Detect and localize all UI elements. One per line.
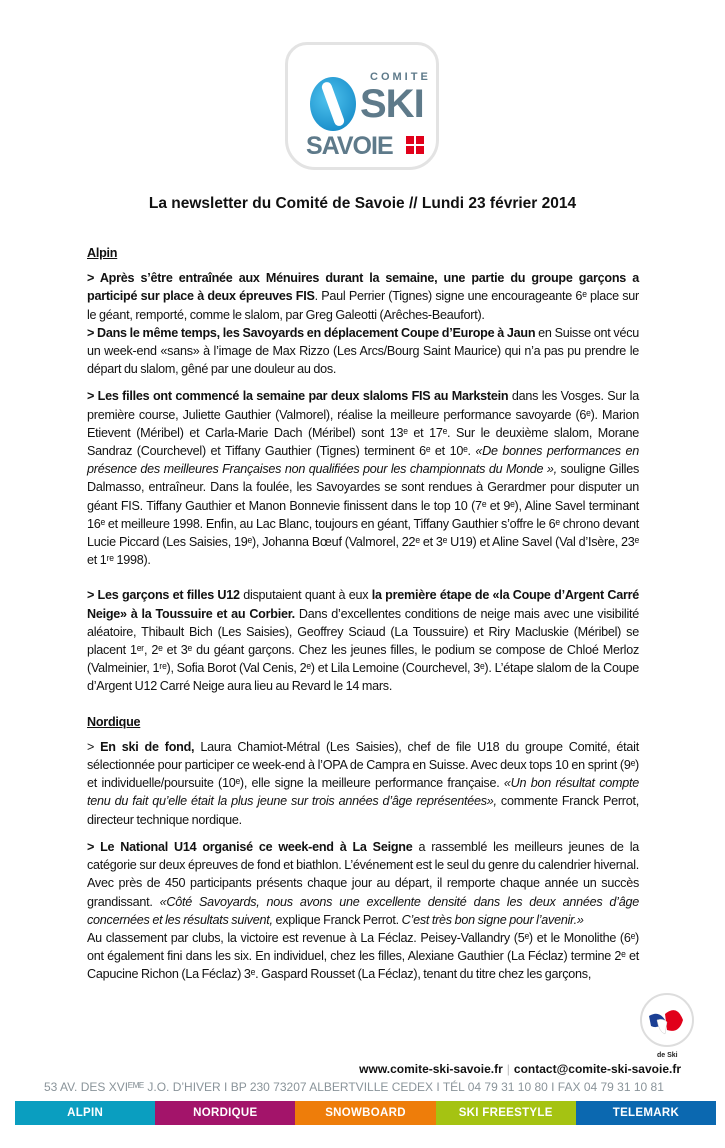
text-segment: souligne Gilles Dalmasso, entraîneur. Dans la foulée, les Savoyardes se sont rendues à Gerardmer pour disputer un géant FIS. Tiffany Gauthier et Manon Bonnevie finissent dans le top 10 (7ᵉ et 9ᵉ), Aline Savel terminant 16ᵉ et meilleure 1998. Enfin, au Lac Blanc, toujours en géant, Tiffany Gauthier s’offre le 6ᵉ chrono devant Lucie Piccard (Les Saisies, 19ᵉ), Johanna Bœuf (Valmorel, 22ᵉ et 3ᵉ U19) et Aline Savel (Val d’Isère, 23ᵉ et 1ʳᵉ 1998). [87, 462, 639, 568]
paragraph [87, 738, 639, 829]
newsletter-body [87, 244, 639, 984]
discipline-ski-freestyle[interactable]: SKI FREESTYLE [436, 1101, 576, 1125]
discipline-telemark[interactable]: TELEMARK [576, 1101, 716, 1125]
svg-text:de Ski: de Ski [657, 1051, 678, 1059]
discipline-alpin[interactable]: ALPIN [15, 1101, 155, 1125]
paragraph [87, 269, 639, 324]
text-segment: . Paul Perrier (Tignes) signe une encourageante 6ᵉ place sur le géant, remporté, comme le slalom, par Greg Galeotti (Arêches-Beaufort). [87, 289, 639, 322]
discipline-nordique[interactable]: NORDIQUE [155, 1101, 295, 1125]
comite-ski-savoie-logo [285, 42, 439, 170]
text-segment: Alpin [87, 246, 118, 260]
footer-contact [0, 1062, 681, 1077]
text-segment: > Les garçons et filles U12 [87, 588, 240, 603]
text-segment: > Les filles ont commencé la semaine par deux slaloms FIS au Markstein [87, 389, 509, 404]
ffs-logo-row [15, 990, 716, 1060]
text-segment: disputaient quant à eux [239, 588, 372, 603]
paragraph [87, 324, 639, 379]
text-segment: > Après s’être entraînée aux Ménuires durant la semaine, une partie du groupe garçons a participé sur place à deux épreuves FIS [87, 271, 639, 304]
text-segment: commente Franck Perrot, directeur technique nordique. [87, 794, 640, 827]
text-segment: > [87, 739, 101, 754]
text-segment: dans les Vosges. Sur la première course, Juliette Gauthier (Valmorel), réalise la meilleure performance savoyarde (6ᵉ). Marion Etievent (Méribel) et Carla-Marie Dach (Méribel) sont 13ᵉ et 17ᵉ. Sur le deuxième slalom, Morane Sandraz (Courchevel) et Tiffany Gauthier (Tignes) terminent 6ᵉ et 10ᵉ. [87, 389, 639, 459]
text-segment: Nordique [87, 714, 141, 729]
logo-line-savoie: SAVOIE [306, 132, 393, 160]
text-segment: en Suisse ont vécu un week-end «sans» à l’image de Max Rizzo (Les Arcs/Bourg Saint Maurice) qui n’a pas pu prendre le départ du slalom, gêné par une douleur au dos. [87, 325, 639, 377]
paragraph [87, 586, 639, 695]
text-segment: explique Franck Perrot. [272, 912, 402, 927]
federation-francaise-ski-logo [638, 990, 696, 1060]
paragraph [87, 929, 639, 984]
text-segment: a rassemblé les meilleurs jeunes de la catégorie sur deux épreuves de fond et biathlon. L’événement est le seul du genre du calendrier hivernal. Avec près de 450 participants présents chaque jour au départ, il remporte chaque année un succès grandissant. [87, 839, 639, 909]
postal-address: 53 AV. DES XVIᴱᴹᴱ J.O. D’HIVER I BP 230 73207 ALBERTVILLE CEDEX I TÉL 04 79 31 10 80 I FAX 04 79 31 10 81 [44, 1079, 664, 1094]
page-title: La newsletter du Comité de Savoie // Lundi 23 février 2014 [148, 195, 577, 212]
paragraph [87, 838, 639, 929]
section-heading [87, 713, 639, 731]
logo-line-ski: SKI [360, 82, 424, 126]
text-segment: C’est très bon signe pour l’avenir.» [401, 912, 584, 927]
website-link[interactable]: www.comite-ski-savoie.fr [359, 1061, 503, 1076]
text-segment: «Côté Savoyards, nous avons une excellente densité dans les deux années d’âge concernées et les résultats suivent, [87, 894, 639, 927]
text-segment: Dans d’excellentes conditions de neige mais avec une visibilité aléatoire, Thibault Bich (Les Saisies), Geoffrey Sciaud (La Toussuire) et Riry Macluskie (Méribel) se placent 1ᵉʳ, 2ᵉ et 3ᵉ du géant garçons. Chez les jeunes filles, le podium se compose de Chloé Merloz (Valmeinier, 1ʳᵉ), Sofia Borot (Val Cenis, 2ᵉ) et Lila Lemoine (Courchevel, 3ᵉ). L’étape slalom de la Coupe d’Argent U12 Carré Neige aura lieu au Revard le 14 mars. [87, 606, 639, 694]
text-segment: «De bonnes performances en présence des meilleures Françaises non qualifiées pour les championnats du Monde », [87, 444, 639, 477]
separator: | [506, 1061, 510, 1076]
text-segment: Au classement par clubs, la victoire est revenue à La Féclaz. Peisey-Vallandry (5ᵉ) et le Monolithe (6ᵉ) ont également fini dans les six. En individuel, chez les filles, Alexiane Gauthier (La Féclaz) termine 2ᵉ et Capucine Richon (La Féclaz) 3ᵉ. Gaspard Rousset (La Féclaz), tenant du titre chez les garçons, [87, 930, 639, 982]
discipline-snowboard[interactable]: SNOWBOARD [295, 1101, 435, 1125]
text-segment: la première étape de «la Coupe d’Argent Carré Neige» à la Toussuire et au Corbier. [87, 588, 640, 621]
footer [0, 984, 725, 1125]
text-segment: Laura Chamiot-Métral (Les Saisies), chef de file U18 du groupe Comité, était sélectionnée pour participer ce week-end à l’OPA de Campra en Suisse. Avec deux tops 10 en sprint (9ᵉ) et individuelle/poursuite (10ᵉ), elle signe la meilleure performance française. [87, 739, 639, 791]
savoie-cross-icon [406, 136, 424, 154]
paragraph [87, 387, 639, 569]
email-link[interactable]: contact@comite-ski-savoie.fr [513, 1061, 681, 1076]
text-segment: «Un bon résultat compte tenu du fait qu’elle était la plus jeune sur trois années d’âge représentées», [87, 776, 639, 809]
text-segment: > Le National U14 organisé ce week-end à La Seigne [87, 839, 413, 854]
logo-line-comite: COMITE [370, 71, 431, 83]
section-heading [87, 244, 639, 262]
text-segment: > Dans le même temps, les Savoyards en déplacement Coupe d’Europe à Jaun [87, 325, 536, 340]
text-segment: En ski de fond, [100, 739, 195, 754]
discipline-bar [15, 1101, 716, 1125]
swirl-icon [310, 77, 356, 131]
